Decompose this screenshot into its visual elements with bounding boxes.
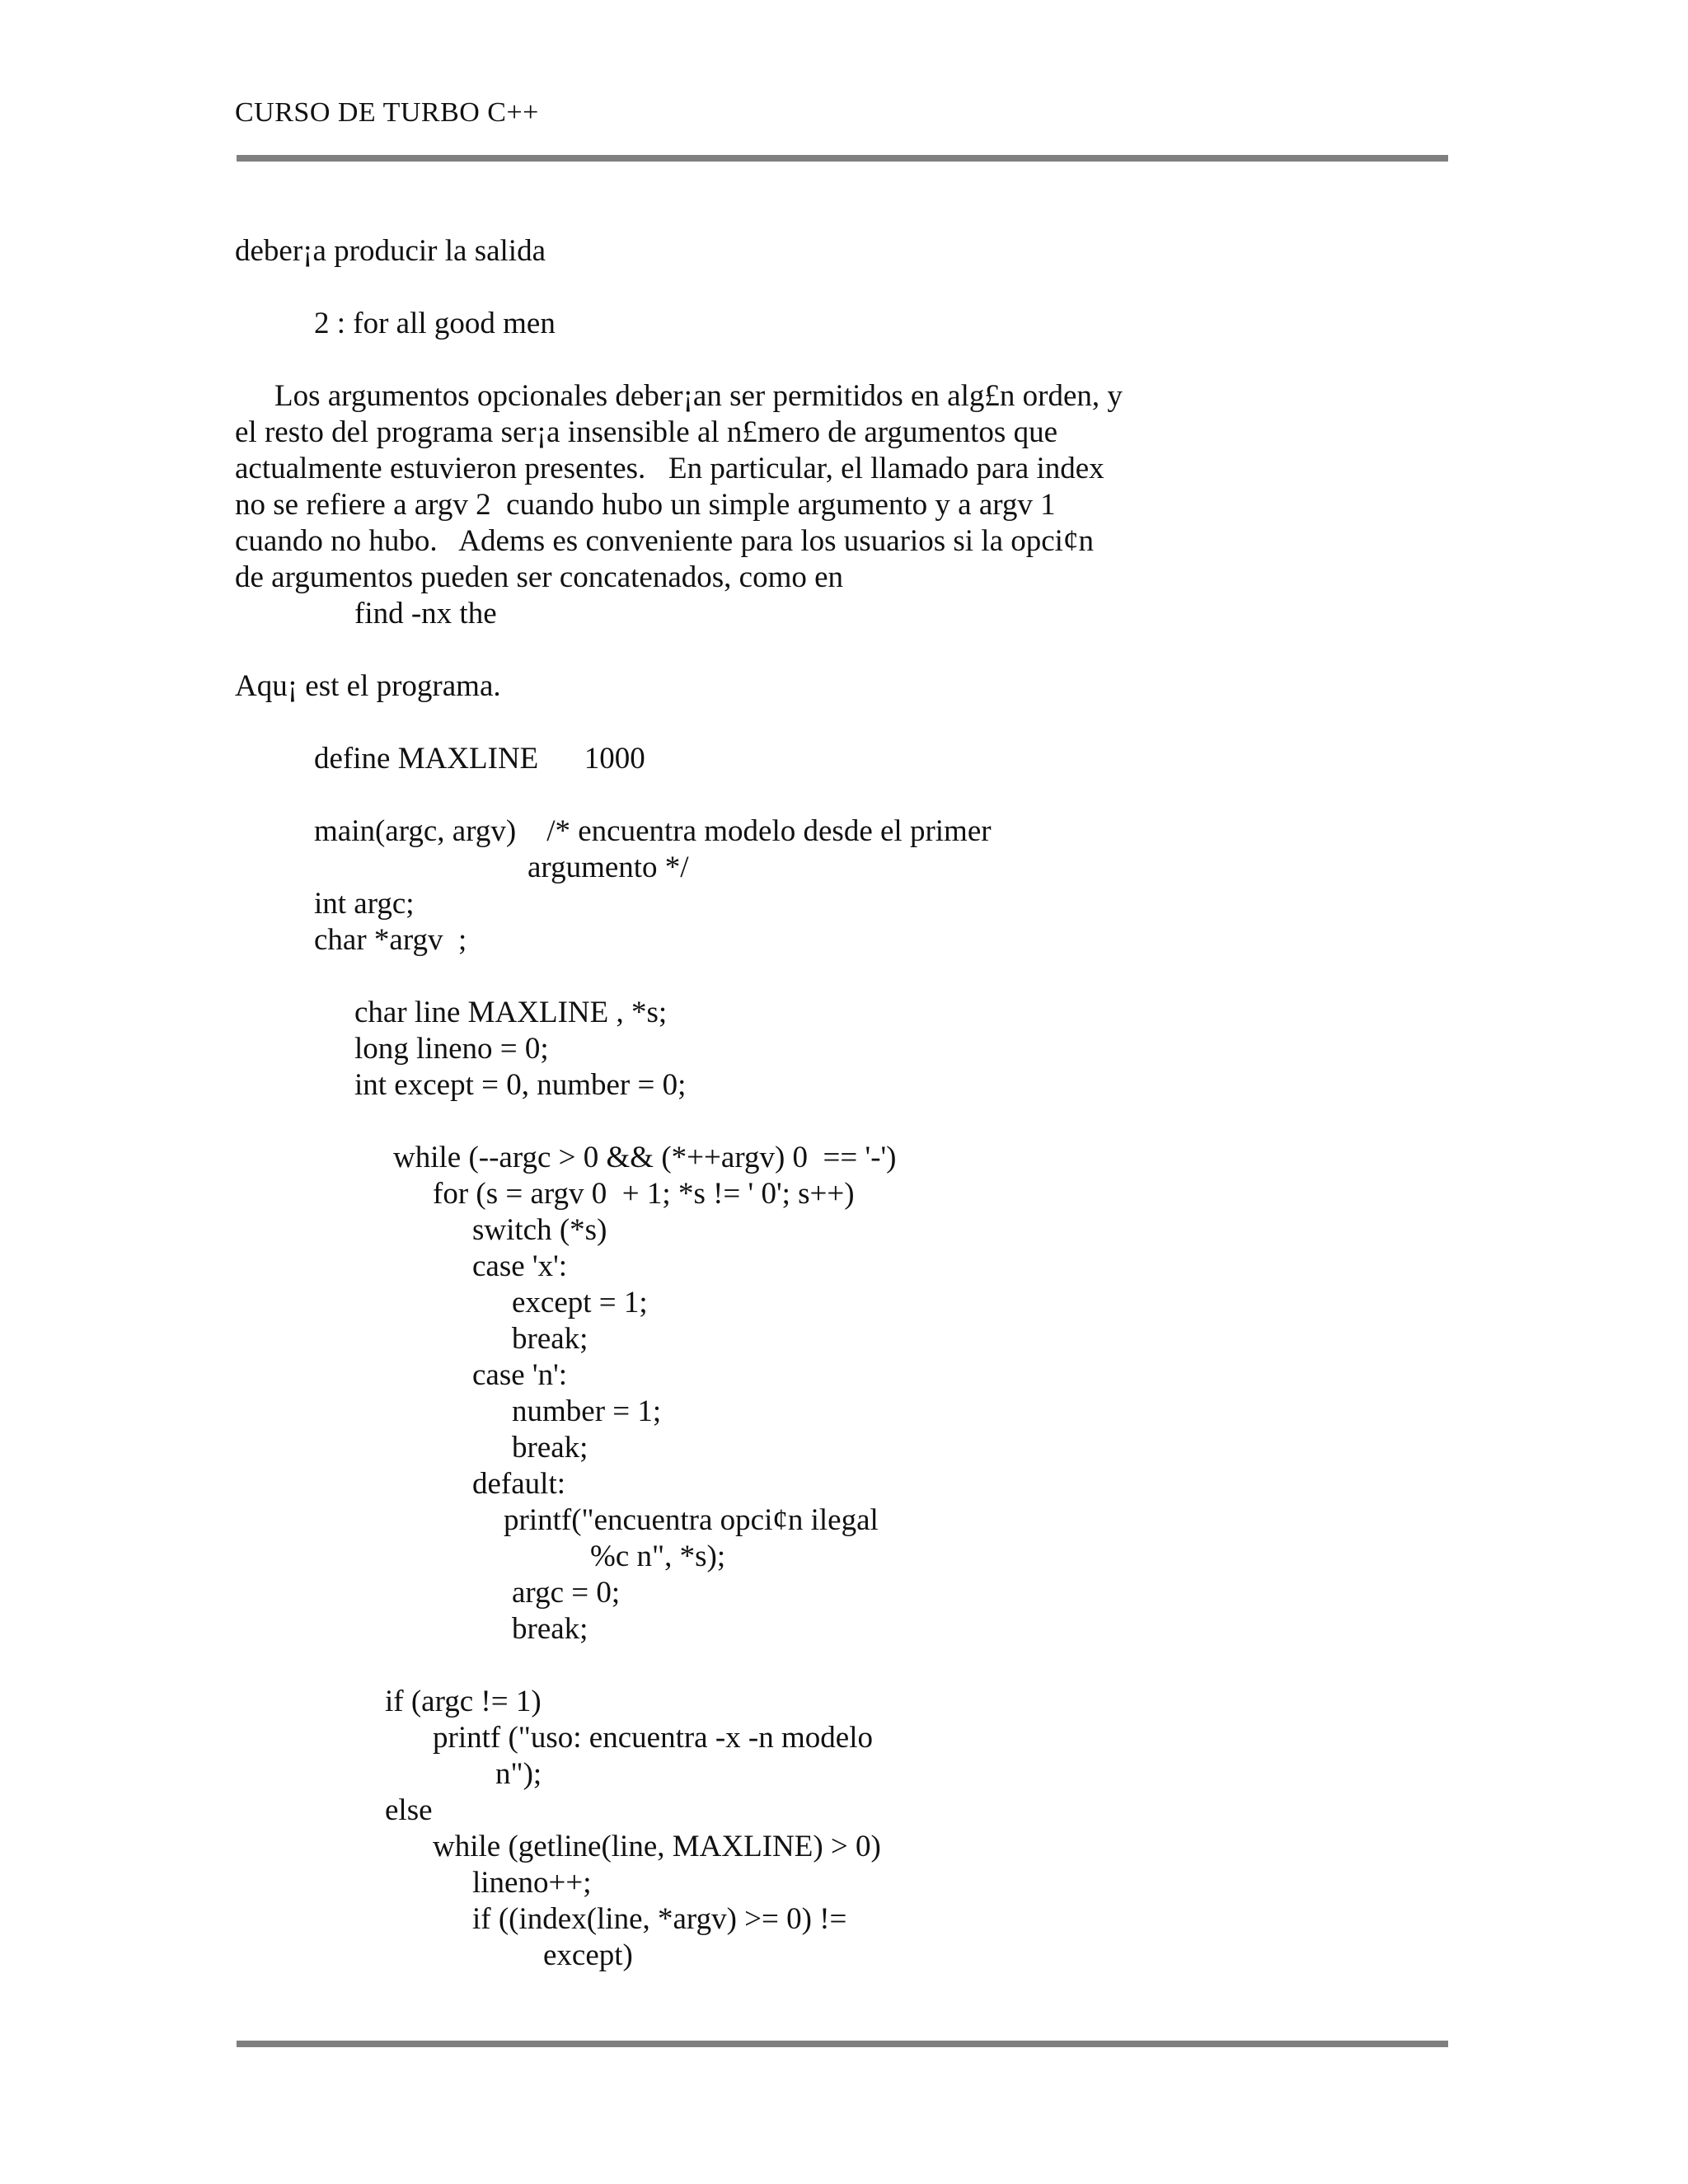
code-line: if (argc != 1) [385, 1685, 542, 1718]
code-line: argumento */ [528, 851, 689, 884]
text-line: Los argumentos opcionales deber¡an ser permitidos en alg£n orden, y [274, 379, 1123, 413]
code-line: printf ("uso: encuentra -x -n modelo [433, 1721, 873, 1755]
code-line: int except = 0, number = 0; [354, 1068, 687, 1102]
code-line: except) [543, 1938, 633, 1972]
code-line: for (s = argv 0 + 1; *s != ' 0'; s++) [433, 1177, 855, 1211]
code-line: switch (*s) [472, 1213, 607, 1247]
footer-divider [237, 2041, 1448, 2047]
text-line: de argumentos pueden ser concatenados, como en [235, 560, 844, 594]
code-line: if ((index(line, *argv) >= 0) != [472, 1902, 847, 1936]
code-line: n"); [495, 1757, 542, 1791]
code-line: except = 1; [512, 1286, 648, 1319]
text-line: el resto del programa ser¡a insensible al n£mero de argumentos que [235, 415, 1057, 449]
code-line: char line MAXLINE , *s; [354, 996, 668, 1029]
code-line: case 'x': [472, 1249, 568, 1283]
code-line: break; [512, 1612, 588, 1646]
text-line: no se refiere a argv 2 cuando hubo un simple argumento y a argv 1 [235, 488, 1056, 522]
code-line: long lineno = 0; [354, 1032, 549, 1066]
code-line: break; [512, 1431, 588, 1465]
code-line: argc = 0; [512, 1576, 621, 1610]
header-divider [237, 155, 1448, 162]
code-line: printf("encuentra opci¢n ilegal [504, 1503, 879, 1537]
code-line: int argc; [314, 887, 415, 921]
text-line: actualmente estuvieron presentes. En particular, el llamado para index [235, 452, 1104, 485]
page-header-title: CURSO DE TURBO C++ [235, 97, 539, 128]
text-line: Aqu¡ est el programa. [235, 669, 501, 703]
code-line: break; [512, 1322, 588, 1356]
code-line: define MAXLINE 1000 [314, 742, 645, 776]
code-line: lineno++; [472, 1866, 592, 1900]
code-line: while (--argc > 0 && (*++argv) 0 == '-') [393, 1141, 897, 1174]
text-line: deber¡a producir la salida [235, 234, 546, 268]
code-line: while (getline(line, MAXLINE) > 0) [433, 1830, 881, 1863]
code-line: else [385, 1793, 433, 1827]
code-line: number = 1; [512, 1394, 662, 1428]
code-line: %c n", *s); [590, 1540, 726, 1573]
text-line: cuando no hubo. Adems es conveniente para los usuarios si la opci¢n [235, 524, 1094, 558]
code-line: main(argc, argv) /* encuentra modelo desde el primer [314, 814, 992, 848]
code-line: case 'n': [472, 1358, 568, 1392]
text-line: find -nx the [354, 597, 497, 630]
code-line: char *argv ; [314, 923, 467, 957]
text-line: 2 : for all good men [314, 307, 556, 340]
code-line: default: [472, 1467, 566, 1501]
